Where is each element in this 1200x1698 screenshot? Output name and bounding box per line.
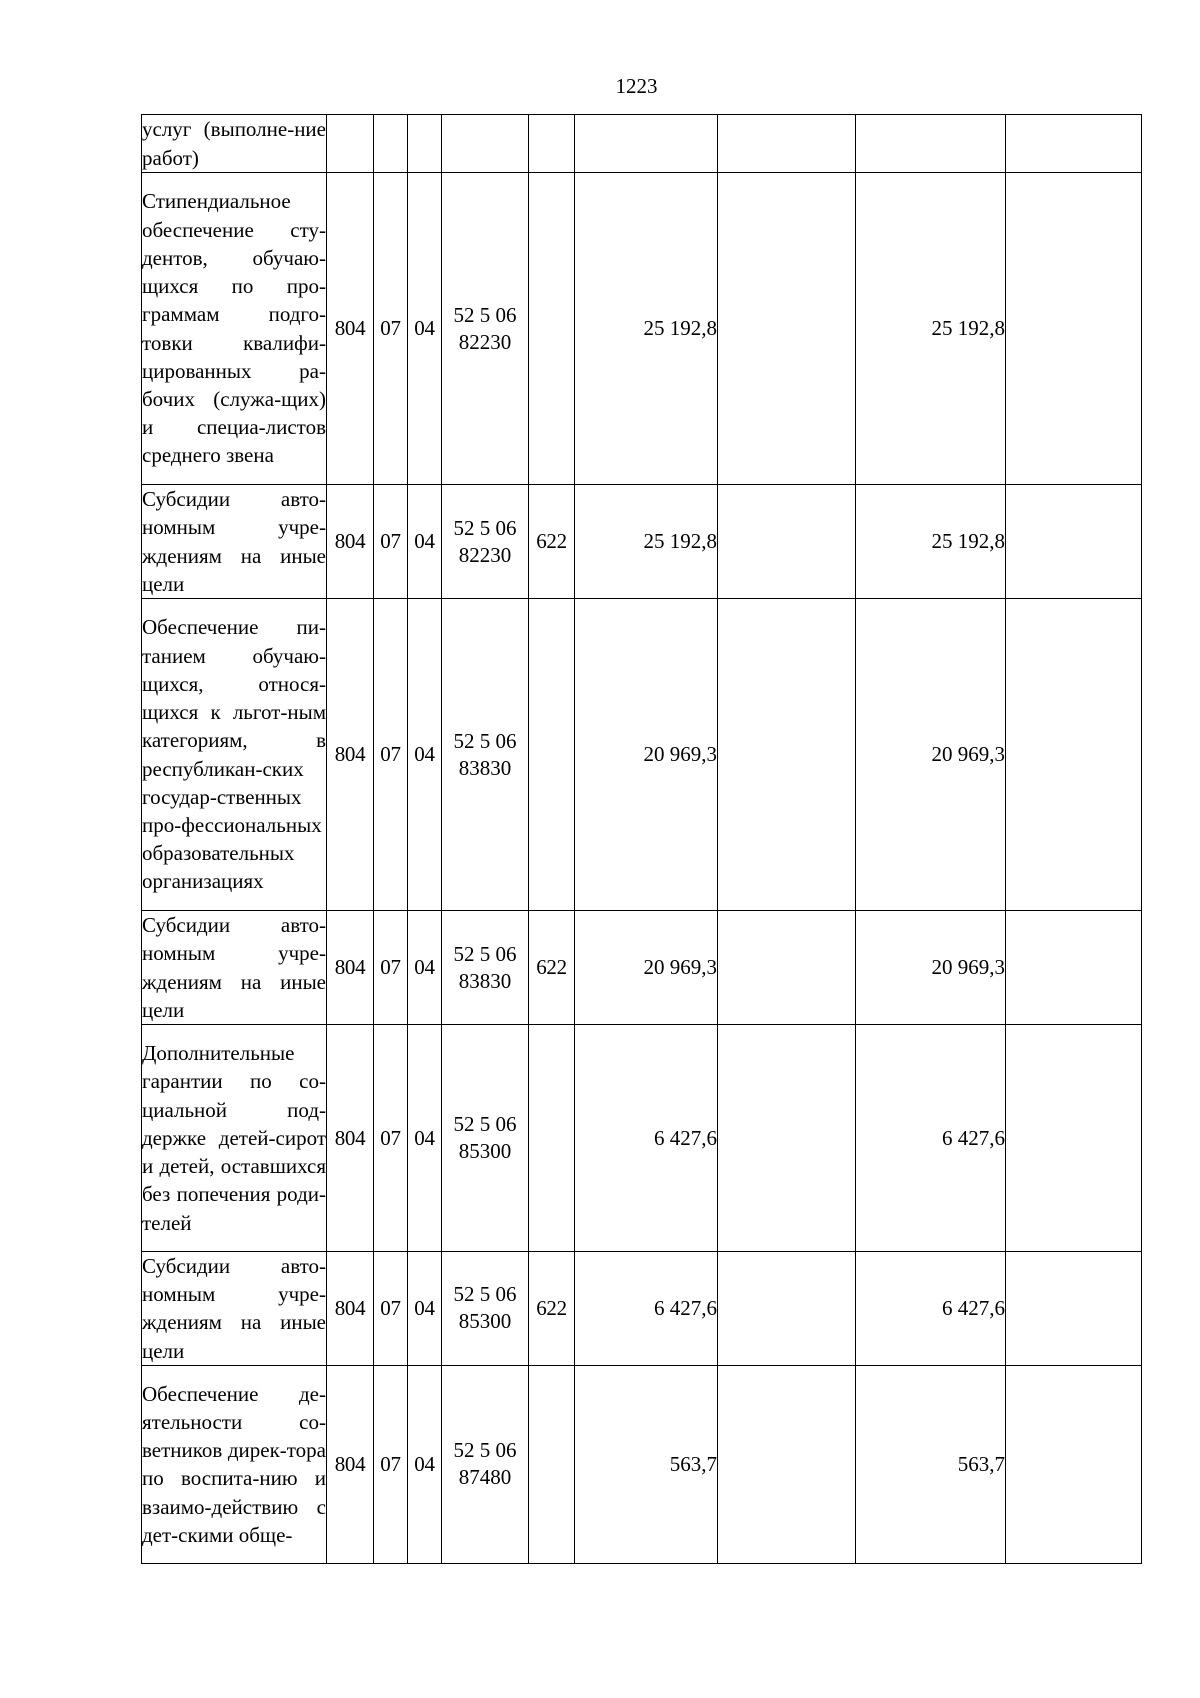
row-name: Обеспечение де-ятельности со-ветников дирек-тора по воспита-нию и взаимо-действию с дет-скими обще- <box>142 1365 327 1563</box>
expense-type-code <box>529 173 575 485</box>
ved-code: 804 <box>327 1365 374 1563</box>
amount-col-b <box>718 1252 856 1366</box>
row-name: Дополнительные гарантии по со-циальной под-держке детей-сирот и детей, оставшихся без попечения роди-телей <box>142 1025 327 1252</box>
row-name: Обеспечение пи-танием обучаю-щихся, относя-щихся к льгот-ным категориям, в республикан-ских государ-ственных про-фессиональных образовательных организациях <box>142 599 327 911</box>
ved-code: 804 <box>327 485 374 599</box>
amount-total: 20 969,3 <box>575 599 718 911</box>
amount-total: 25 192,8 <box>575 485 718 599</box>
amount-col-b <box>718 1365 856 1563</box>
table-row <box>142 1252 1142 1366</box>
amount-col-b <box>718 173 856 485</box>
section-code: 07 <box>374 1252 408 1366</box>
expense-type-code: 622 <box>529 485 575 599</box>
amount-total: 6 427,6 <box>575 1025 718 1252</box>
row-name: услуг (выполне-ние работ) <box>142 115 327 173</box>
amount-col-c: 563,7 <box>856 1365 1006 1563</box>
row-name: Субсидии авто-номным учре-ждениям на иные цели <box>142 911 327 1025</box>
subsection-code: 04 <box>408 485 442 599</box>
amount-col-b <box>718 1025 856 1252</box>
section-code: 07 <box>374 1365 408 1563</box>
table-row <box>142 911 1142 1025</box>
amount-col-d <box>1006 1025 1142 1252</box>
subsection-code <box>408 115 442 173</box>
ved-code: 804 <box>327 173 374 485</box>
amount-col-d <box>1006 911 1142 1025</box>
table-row <box>142 1025 1142 1252</box>
amount-col-b <box>718 911 856 1025</box>
table-row <box>142 1365 1142 1563</box>
ved-code: 804 <box>327 1025 374 1252</box>
expense-type-code <box>529 1025 575 1252</box>
amount-col-d <box>1006 115 1142 173</box>
amount-total: 563,7 <box>575 1365 718 1563</box>
amount-col-c: 6 427,6 <box>856 1252 1006 1366</box>
section-code: 07 <box>374 173 408 485</box>
section-code: 07 <box>374 485 408 599</box>
ved-code: 804 <box>327 1252 374 1366</box>
amount-total: 20 969,3 <box>575 911 718 1025</box>
subsection-code: 04 <box>408 1025 442 1252</box>
amount-col-c: 6 427,6 <box>856 1025 1006 1252</box>
target-article-code: 52 5 06 83830 <box>442 911 529 1025</box>
target-article-code: 52 5 06 82230 <box>442 485 529 599</box>
table-row <box>142 599 1142 911</box>
ved-code <box>327 115 374 173</box>
target-article-code: 52 5 06 82230 <box>442 173 529 485</box>
subsection-code: 04 <box>408 1365 442 1563</box>
row-name: Стипендиальное обеспечение сту-дентов, обучаю-щихся по про-граммам подго-товки квалифи-цированных ра-бочих (служа-щих) и специа-листов среднего звена <box>142 173 327 485</box>
amount-col-c <box>856 115 1006 173</box>
row-name: Субсидии авто-номным учре-ждениям на иные цели <box>142 485 327 599</box>
amount-total: 25 192,8 <box>575 173 718 485</box>
subsection-code: 04 <box>408 173 442 485</box>
expense-type-code <box>529 1365 575 1563</box>
table-row <box>142 115 1142 173</box>
amount-col-d <box>1006 1252 1142 1366</box>
ved-code: 804 <box>327 911 374 1025</box>
section-code <box>374 115 408 173</box>
amount-col-b <box>718 599 856 911</box>
amount-col-b <box>718 485 856 599</box>
table-row <box>142 485 1142 599</box>
amount-col-c: 25 192,8 <box>856 485 1006 599</box>
row-name: Субсидии авто-номным учре-ждениям на иные цели <box>142 1252 327 1366</box>
amount-col-c: 20 969,3 <box>856 599 1006 911</box>
subsection-code: 04 <box>408 911 442 1025</box>
target-article-code: 52 5 06 87480 <box>442 1365 529 1563</box>
section-code: 07 <box>374 1025 408 1252</box>
expense-type-code: 622 <box>529 1252 575 1366</box>
budget-table <box>141 114 1142 1564</box>
amount-total: 6 427,6 <box>575 1252 718 1366</box>
section-code: 07 <box>374 599 408 911</box>
expense-type-code <box>529 115 575 173</box>
target-article-code: 52 5 06 83830 <box>442 599 529 911</box>
amount-col-c: 20 969,3 <box>856 911 1006 1025</box>
target-article-code <box>442 115 529 173</box>
subsection-code: 04 <box>408 1252 442 1366</box>
table-row <box>142 173 1142 485</box>
ved-code: 804 <box>327 599 374 911</box>
target-article-code: 52 5 06 85300 <box>442 1025 529 1252</box>
section-code: 07 <box>374 911 408 1025</box>
amount-col-d <box>1006 173 1142 485</box>
expense-type-code <box>529 599 575 911</box>
amount-col-d <box>1006 485 1142 599</box>
expense-type-code: 622 <box>529 911 575 1025</box>
amount-total <box>575 115 718 173</box>
amount-col-d <box>1006 1365 1142 1563</box>
subsection-code: 04 <box>408 599 442 911</box>
amount-col-b <box>718 115 856 173</box>
amount-col-d <box>1006 599 1142 911</box>
amount-col-c: 25 192,8 <box>856 173 1006 485</box>
target-article-code: 52 5 06 85300 <box>442 1252 529 1366</box>
page-number: 1223 <box>615 74 658 98</box>
